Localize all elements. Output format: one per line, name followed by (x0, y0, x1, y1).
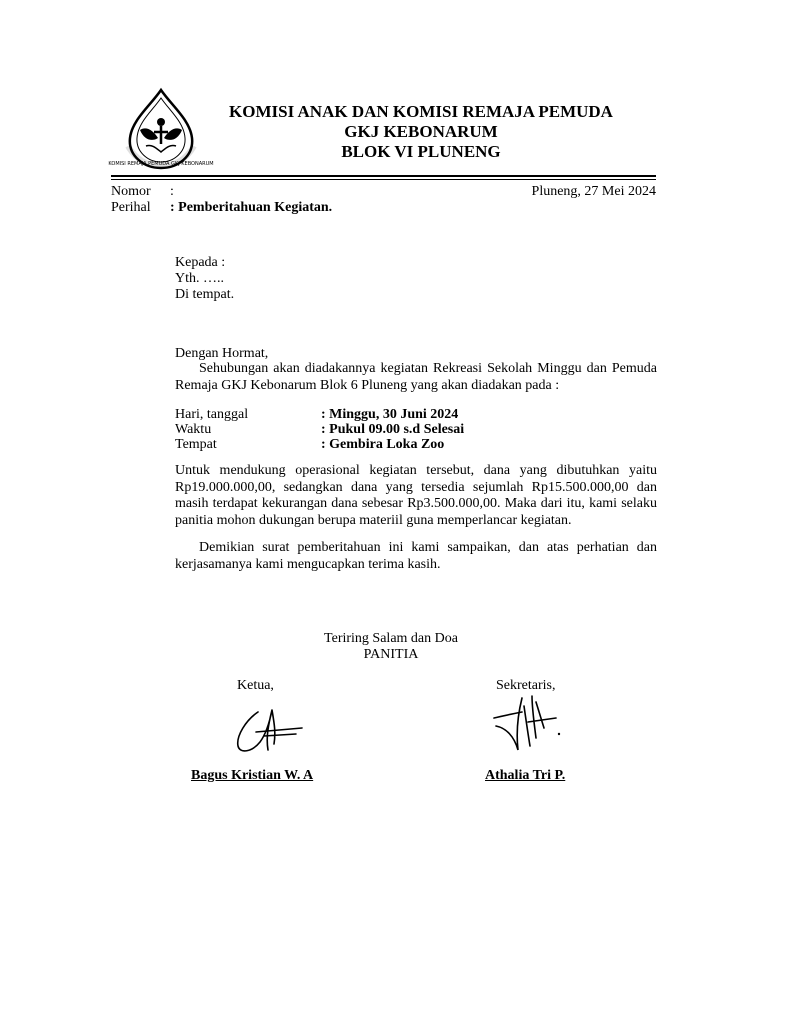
paragraph-3: Demikian surat pemberitahuan ini kami sampaikan, dan atas perhatian dan kerjasamanya kami mengucapkan terima kasih. (175, 540, 657, 572)
detail-label-date: Hari, tanggal (175, 407, 249, 422)
header-rule-thick (111, 175, 656, 177)
place-date: Pluneng, 27 Mei 2024 (531, 184, 656, 199)
sekretaris-label: Sekretaris, (496, 678, 556, 693)
org-title-line1: KOMISI ANAK DAN KOMISI REMAJA PEMUDA (229, 102, 613, 121)
org-title-line2: GKJ KEBONARUM (344, 122, 498, 141)
ketua-name: Bagus Kristian W. A (191, 768, 314, 783)
detail-value-time: : Pukul 09.00 s.d Selesai (321, 422, 465, 437)
greeting: Dengan Hormat, (175, 346, 269, 361)
nomor-colon: : (170, 184, 174, 199)
closing-salam: Teriring Salam dan Doa (324, 631, 458, 646)
detail-label-time: Waktu (175, 422, 212, 437)
ketua-signature (228, 700, 308, 762)
closing-panitia: PANITIA (363, 647, 419, 662)
recipient-line2: Yth. ….. (175, 271, 224, 286)
paragraph-1-line2: Remaja GKJ Kebonarum Blok 6 Pluneng yang akan diadakan pada : (175, 378, 560, 393)
paragraph-1-line1: Sehubungan akan diadakannya kegiatan Rekreasi Sekolah Minggu dan Pemuda (199, 361, 657, 376)
logo-text: KOMISI REMAJA PEMUDA GKJ KEBONARUM (108, 161, 214, 167)
recipient-line1: Kepada : (175, 255, 226, 270)
detail-value-place: : Gembira Loka Zoo (321, 437, 445, 452)
perihal-label: Perihal (111, 200, 151, 215)
nomor-label: Nomor (111, 184, 151, 199)
sekretaris-signature (488, 692, 568, 754)
sekretaris-name: Athalia Tri P. (485, 768, 566, 783)
header-rule-thin (111, 179, 656, 180)
detail-label-place: Tempat (175, 437, 217, 452)
recipient-line3: Di tempat. (175, 287, 235, 302)
ketua-label: Ketua, (237, 678, 274, 693)
org-title-line3: BLOK VI PLUNENG (341, 142, 501, 161)
paragraph-2: Untuk mendukung operasional kegiatan tersebut, dana yang dibutuhkan yaitu Rp19.000.000,00, sedangkan dana yang tersedia sejumlah Rp15.500.000,00 dan masih terdapat kekurangan dana sebesar Rp3.500.000,00. Maka dari itu, kami selaku panitia mohon dukungan berupa materiil guna memperlancar kegiatan. (175, 463, 657, 528)
detail-value-date: : Minggu, 30 Juni 2024 (321, 407, 459, 422)
perihal-value: : Pemberitahuan Kegiatan. (170, 200, 333, 215)
